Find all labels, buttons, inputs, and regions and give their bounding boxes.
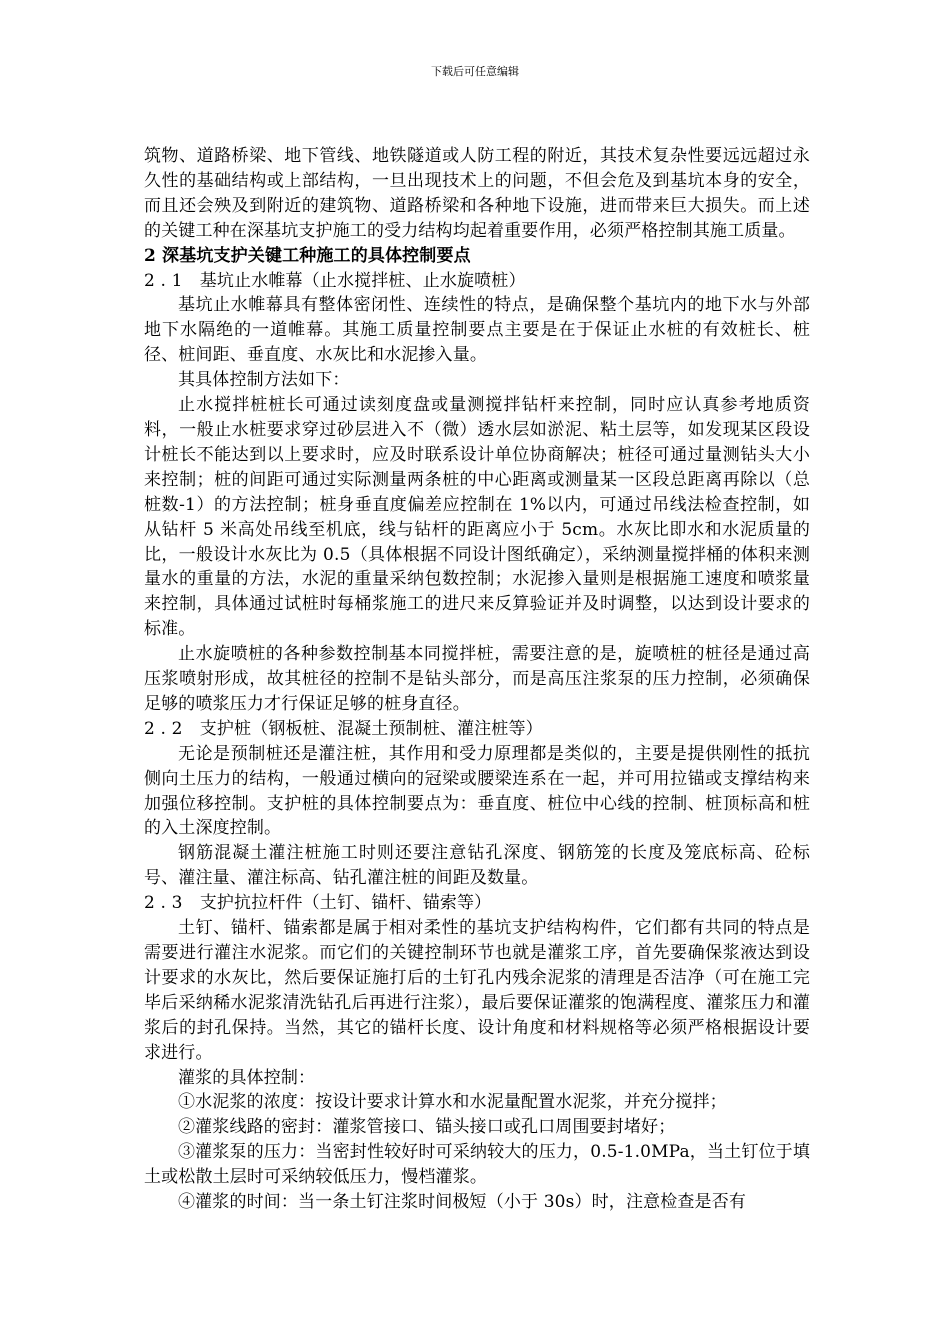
- body-paragraph: 土钉、锚杆、锚索都是属于相对柔性的基坑支护结构构件，它们都有共同的特点是需要进行灌注水泥浆。而它们的关键控制环节也就是灌浆工序，首先要确保浆液达到设计要求的水灰比，然后要保证施打后的土钉孔内残余泥浆的清理是否洁净（可在施工完毕后采纳稀水泥浆清洗钻孔后再进行注浆），最后要保证灌浆的饱满程度、灌浆压力和灌浆后的封孔保持。当然，其它的锚杆长度、设计角度和材料规格等必须严格根据设计要求进行。: [144, 918, 810, 1063]
- body-paragraph: ④灌浆的时间：当一条土钉注浆时间极短（小于 30s）时，注意检查是否有: [178, 1192, 747, 1213]
- body-paragraph: 止水旋喷桩的各种参数控制基本同搅拌桩，需要注意的是，旋喷桩的桩径是通过高压浆喷射形成，故其桩径的控制不是钻头部分，而是高压注浆泵的压力控制，必须确保足够的喷浆压力才行保证足够的桩身直径。: [144, 644, 810, 714]
- section-heading: 2 深基坑支护关键工种施工的具体控制要点: [144, 245, 471, 266]
- body-paragraph: ②灌浆线路的密封：灌浆管接口、锚头接口或孔口周围要封堵好；: [178, 1117, 676, 1138]
- body-paragraph: 筑物、道路桥梁、地下管线、地铁隧道或人防工程的附近，其技术复杂性要远远超过永久性的基础结构或上部结构，一旦出现技术上的问题，不但会危及到基坑本身的安全，而且还会殃及到附近的建筑物、道路桥梁和各种地下设施，进而带来巨大损失。而上述的关键工种在深基坑支护施工的受力结构均起着重要作用，必须严格控制其施工质量。: [144, 146, 810, 241]
- subsection-heading: 2 . 1 基坑止水帷幕（止水搅拌桩、止水旋喷桩）: [144, 270, 526, 291]
- body-paragraph: 无论是预制桩还是灌注桩，其作用和受力原理都是类似的，主要是提供刚性的抵抗侧向土压力的结构，一般通过横向的冠梁或腰梁连系在一起，并可用拉锚或支撑结构来加强位移控制。支护桩的具体控制要点为：垂直度、桩位中心线的控制、桩顶标高和桩的入土深度控制。: [144, 743, 810, 839]
- body-paragraph: 止水搅拌桩桩长可通过读刻度盘或量测搅拌钻杆来控制，同时应认真参考地质资料，一般止水桩要求穿过砂层进入不（微）透水层如淤泥、粘土层等，如发现某区段设计桩长不能达到以上要求时，应及时联系设计单位协商解决；桩径可通过量测钻头大小来控制；桩的间距可通过实际测量两条桩的中心距离或测量某一区段总距离再除以（总桩数-1）的方法控制；桩身垂直度偏差应控制在 1%以内，可通过吊线法检查控制，如从钻杆 5 米高处吊线至机底，线与钻杆的距离应小于 5cm。水灰比即水和水泥质量的比，一般设计水灰比为 0.5（具体根据不同设计图纸确定），采纳测量搅拌桶的体积来测量水的重量的方法，水泥的重量采纳包数控制；水泥掺入量则是根据施工速度和喷浆量来控制，具体通过试桩时每桶浆施工的进尺来反算验证并及时调整，以达到设计要求的标准。: [144, 395, 810, 640]
- body-paragraph: 钢筋混凝土灌注桩施工时则还要注意钻孔深度、钢筋笼的长度及笼底标高、砼标号、灌注量、灌注标高、钻孔灌注桩的间距及数量。: [144, 843, 810, 889]
- subsection-heading: 2 . 3 支护抗拉杆件（土钉、锚杆、锚索等）: [144, 893, 492, 914]
- subsection-heading: 2 . 2 支护桩（钢板桩、混凝土预制桩、灌注桩等）: [144, 718, 543, 739]
- body-paragraph: ③灌浆泵的压力：当密封性较好时可采纳较大的压力，0.5-1.0MPa，当土钉位于填土或松散土层时可采纳较低压力，慢档灌浆。: [144, 1142, 810, 1188]
- body-paragraph: ①水泥浆的浓度：按设计要求计算水和水泥量配置水泥浆，并充分搅拌；: [178, 1092, 727, 1113]
- body-paragraph: 灌浆的具体控制：: [178, 1067, 316, 1088]
- page-header: 下载后可任意编辑: [431, 65, 519, 78]
- document-body: [144, 144, 810, 1215]
- body-paragraph: 其具体控制方法如下：: [178, 370, 350, 391]
- body-paragraph: 基坑止水帷幕具有整体密闭性、连续性的特点，是确保整个基坑内的地下水与外部地下水隔绝的一道帷幕。其施工质量控制要点主要是在于保证止水桩的有效桩长、桩径、桩间距、垂直度、水灰比和水泥掺入量。: [144, 295, 810, 366]
